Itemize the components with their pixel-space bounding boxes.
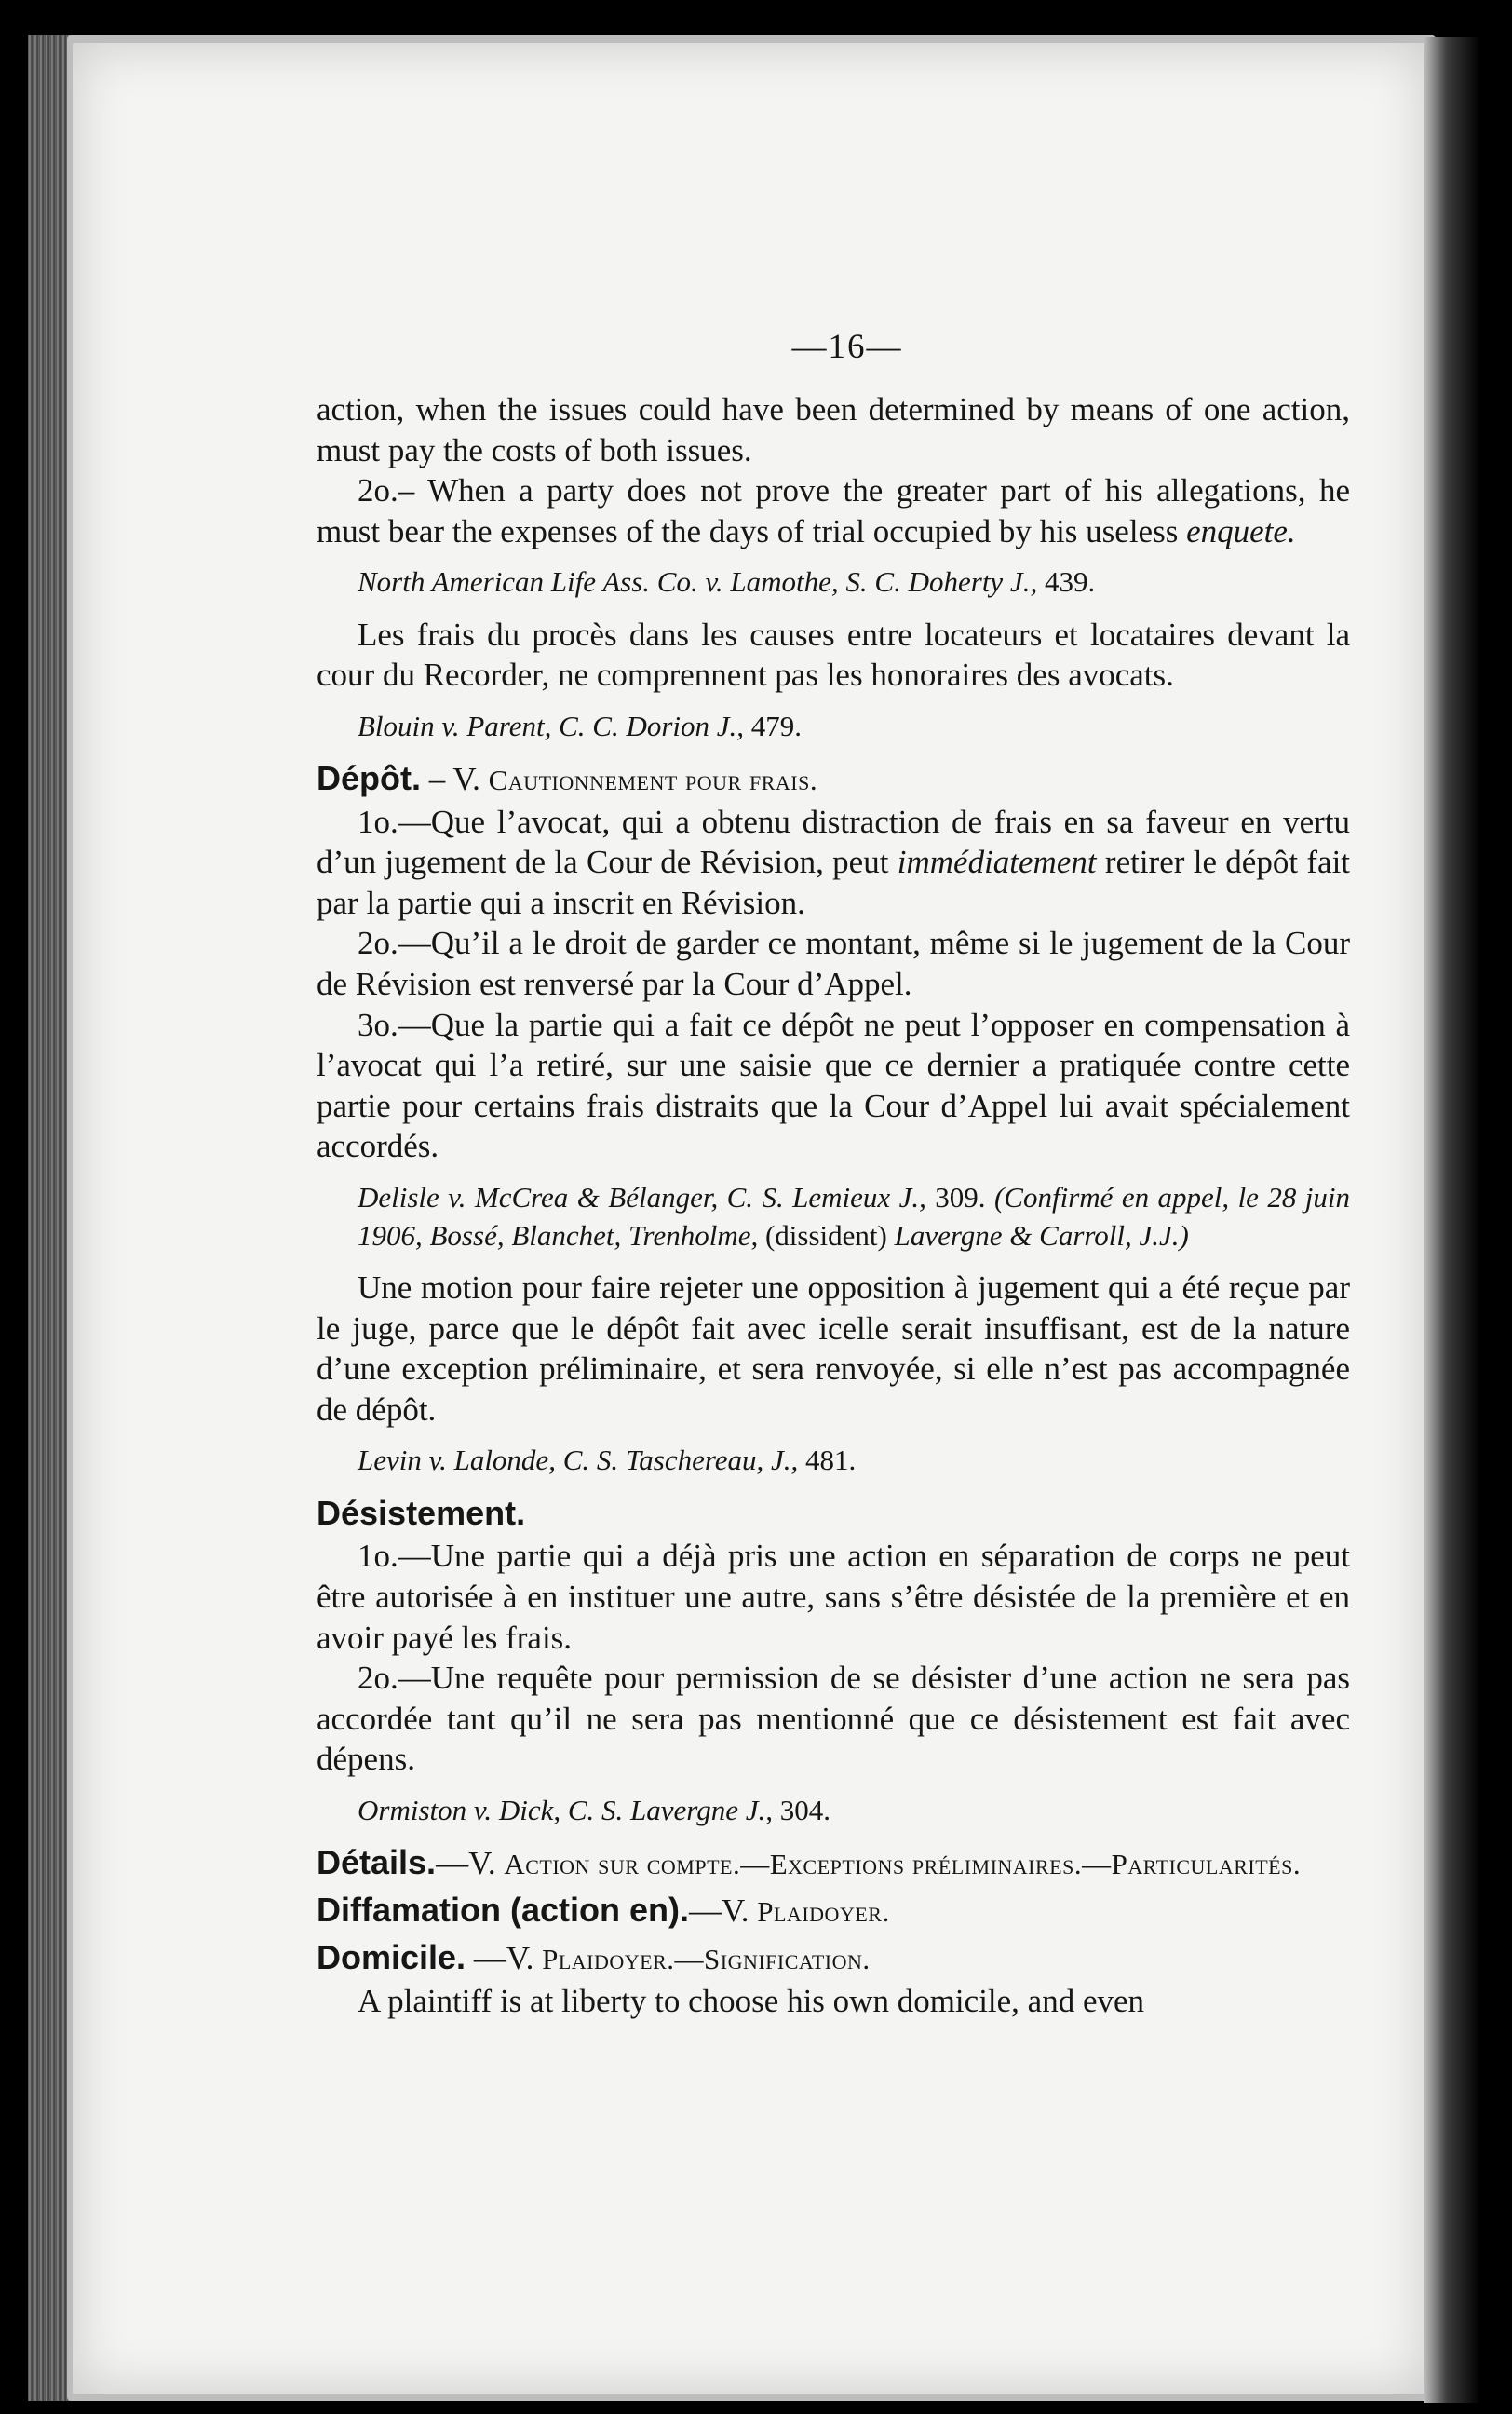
citation: Ormiston v. Dick, C. S. Lavergne J., 304. [358, 1793, 830, 1826]
entry-heading: Dépôt. [317, 758, 421, 797]
paragraph: 1o.—Que l’avocat, qui a obtenu distraction de frais en sa faveur en vertu d’un jugement de la Cour de Révision, peut immédiatement retirer le dépôt fait par la partie qui a inscrit en Révision. [317, 803, 1351, 921]
paragraph: Une motion pour faire rejeter une opposition à jugement qui a été reçue par le juge, parce que le dépôt fait avec icelle serait insuffisant, est de la nature d’une exception préliminaire, et sera renvoyée, si elle n’est pas accompagnée de dépôt. [317, 1269, 1350, 1428]
entry-details: Détails.—V. Action sur compte.—Exceptions préliminaires.—Particularités. [317, 1843, 1302, 1882]
page-number: —16— [791, 328, 903, 366]
entry-diffamation: Diffamation (action en).—V. Plaidoyer. [317, 1890, 890, 1929]
citation: Blouin v. Parent, C. C. Dorion J., 479. [358, 709, 803, 742]
entry-domicile: Domicile. —V. Plaidoyer.—Signification. [317, 1937, 871, 1976]
paragraph: 3o.—Que la partie qui a fait ce dépôt ne peut l’opposer en compensation à l’avocat qui l’a retiré, sur une saisie que ce dernier a pratiquée contre cette partie pour certains frais distraits que la Cour d’Appel lui avait spécialement accordés. [317, 1006, 1350, 1165]
paragraph: 2o.—Une requête pour permission de se désister d’une action ne sera pas accordée tant qu’il ne sera pas mentionné que ce désistement est fait avec dépens. [317, 1660, 1350, 1778]
paragraph: 2o.—Qu’il a le droit de garder ce montant, même si le jugement de la Cour de Révision est renversé par la Cour d’Appel. [317, 925, 1350, 1002]
entry-heading: Détails. [317, 1843, 437, 1882]
citation: North American Life Ass. Co. v. Lamothe, S. C. Doherty J., 439. [358, 565, 1096, 599]
entry-heading: Désistement. [317, 1493, 526, 1532]
citation: Delisle v. McCrea & Bélanger, C. S. Lemieux J., 309. (Confirmé en appel, le 28 juin 1906, Bossé, Blanchet, Trenholme, (dissident) Lavergne & Carroll, J.J.) [358, 1180, 1351, 1252]
page-edge-right [1424, 37, 1480, 2403]
entry-heading: Diffamation (action en). [317, 1890, 690, 1929]
page-content [317, 326, 1350, 2021]
paragraph: A plaintiff is at liberty to choose his own domicile, and even [358, 1982, 1145, 2019]
paragraph: Les frais du procès dans les causes entre locateurs et locataires devant la cour du Recorder, ne comprennent pas les honoraires des avocats. [317, 616, 1350, 694]
paragraph: 2o.– When a party does not prove the greater part of his allegations, he must bear the expenses of the days of trial occupied by his useless enquete. [317, 472, 1350, 549]
entry-desistement [317, 1493, 1350, 1535]
entry-depot: Dépôt. – V. Cautionnement pour frais. [317, 758, 818, 797]
paragraph: action, when the issues could have been determined by means of one action, must pay the costs of both issues. [317, 391, 1350, 468]
citation: Levin v. Lalonde, C. S. Taschereau, J., 481. [358, 1444, 857, 1477]
entry-heading: Domicile. [317, 1937, 466, 1976]
paragraph: 1o.—Une partie qui a déjà pris une action en séparation de corps ne peut être autorisée à en instituer une autre, sans s’être désistée de la première et en avoir payé les frais. [317, 1538, 1350, 1656]
